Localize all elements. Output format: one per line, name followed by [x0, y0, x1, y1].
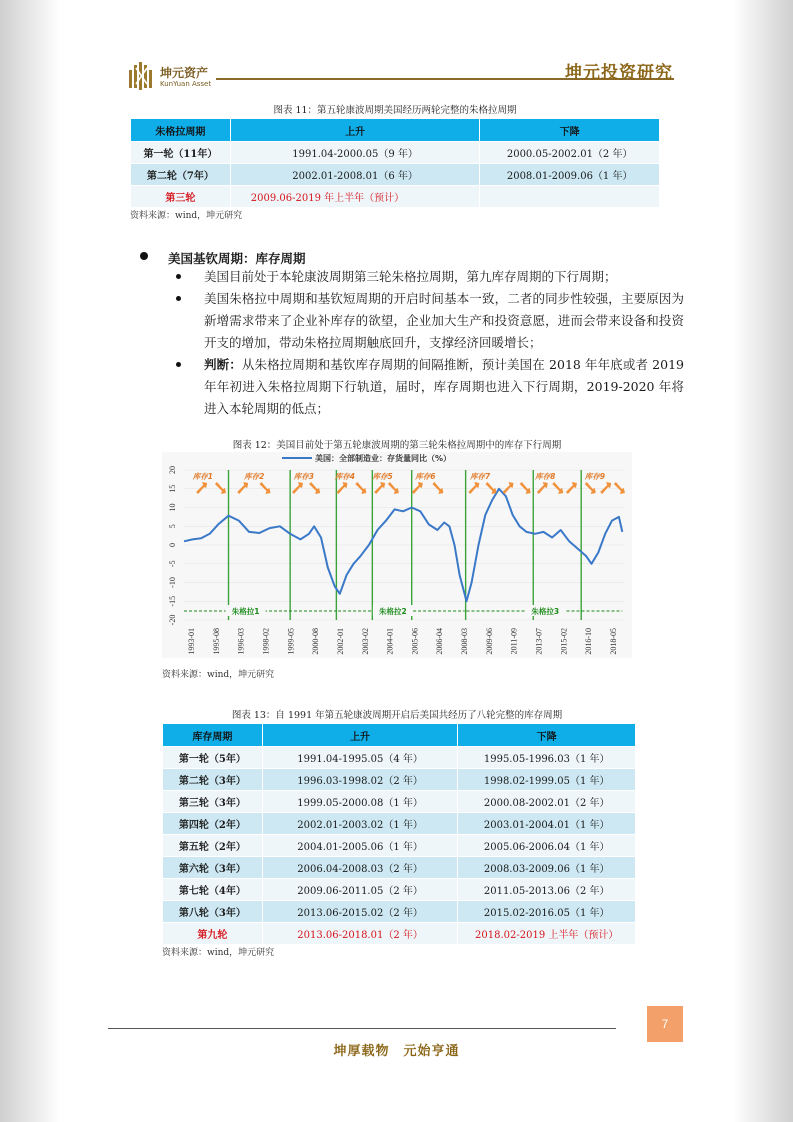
x-tick-label: 1996-03 — [236, 628, 246, 655]
juglar-cycle-label: 朱格拉3 — [531, 607, 560, 616]
y-tick-label: -5 — [168, 560, 177, 568]
y-tick-label: 5 — [168, 524, 177, 529]
x-tick-label: 2000-08 — [311, 628, 321, 655]
table11-source: 资料来源：wind，坤元研究 — [130, 211, 243, 221]
table-row — [163, 791, 636, 813]
table-cell: 2002.01-2003.02（1 年） — [262, 813, 458, 835]
table-cell: 2013.06-2015.02（2 年） — [262, 901, 458, 923]
inventory-cycle-label: 库存1 — [192, 472, 213, 481]
table-cell: 1991.04-2000.05（9 年） — [230, 142, 480, 164]
inventory-cycle-label: 库存3 — [293, 472, 314, 481]
table-cell: 2008.01-2009.06（1 年） — [480, 164, 660, 186]
table-cell: 第三轮（3年） — [163, 791, 263, 813]
inventory-yoy-chart — [162, 452, 632, 658]
legend-label: 美国：全部制造业：存货量同比（%） — [315, 454, 452, 463]
table-cell: 2004.01-2005.06（1 年） — [262, 835, 458, 857]
bullet-dot-icon — [176, 274, 181, 279]
juglar-cycle-label: 朱格拉2 — [379, 607, 407, 616]
bullet-text: 从朱格拉周期和基钦库存周期的间隔推断，预计美国在 2018 年年底或者 2019 年年初进入朱格拉周期下行轨道，届时，库存周期也进入下行周期，2019-2020 年将进入本轮周期的低点； — [204, 357, 684, 416]
x-tick-label: 2013-07 — [534, 628, 544, 655]
table-cell: 2002.01-2008.01（6 年） — [230, 164, 480, 186]
chart12-caption: 图表 12：美国目前处于第五轮康波周期的第三轮朱格拉周期中的库存下行周期 — [232, 440, 562, 451]
table-cell: 第一轮（5年） — [163, 747, 263, 769]
bullet-text-wrap — [204, 354, 684, 420]
table-cell: 2008.03-2009.06（1 年） — [458, 857, 636, 879]
table11-header-fall: 下降 — [480, 119, 660, 142]
inventory-cycle-label: 库存6 — [415, 472, 436, 481]
header-title: 坤元投资研究 — [565, 63, 673, 83]
table-row — [131, 164, 660, 186]
section-title: 美国基钦周期：库存周期 — [168, 251, 306, 266]
table-cell: 2013.06-2018.01（2 年） — [262, 923, 458, 945]
table-row — [163, 901, 636, 923]
kunyuan-logo-icon — [128, 62, 154, 90]
table13-header-cycle: 库存周期 — [163, 724, 263, 747]
x-tick-label: 2004-01 — [385, 628, 395, 655]
x-tick-label: 2003-02 — [360, 628, 370, 655]
x-tick-label: 2006-04 — [435, 628, 445, 655]
table-cell: 2009.06-2019 年上半年（预计） — [230, 186, 480, 208]
table-row — [163, 923, 636, 945]
inventory-cycle-label: 库存9 — [584, 472, 606, 481]
table13-caption: 图表 13：自 1991 年第五轮康波周期开启后美国共经历了八轮完整的库存周期 — [231, 710, 563, 721]
table-cell: 2003.01-2004.01（1 年） — [458, 813, 636, 835]
table-cell: 第八轮（3年） — [163, 901, 263, 923]
table-cell: 2009.06-2011.05（2 年） — [262, 879, 458, 901]
table-cell: 第三轮 — [131, 186, 231, 208]
table-cell: 第七轮（4年） — [163, 879, 263, 901]
inventory-cycle-label: 库存4 — [334, 472, 356, 481]
inventory-cycle-label: 库存2 — [244, 472, 265, 481]
page-number: 7 — [647, 1006, 683, 1042]
table13-source: 资料来源：wind，坤元研究 — [162, 948, 275, 958]
footer-rule — [108, 1028, 616, 1029]
bullet-text: 美国目前处于本轮康波周期第三轮朱格拉周期，第九库存周期的下行周期； — [204, 269, 617, 284]
x-tick-label: 1999-05 — [286, 628, 296, 655]
logo-subtext: KunYuan Asset — [160, 80, 212, 88]
y-tick-label: 20 — [168, 466, 177, 474]
x-tick-label: 2009-06 — [484, 628, 494, 655]
x-tick-label: 2018-05 — [609, 628, 618, 655]
table11-header-cycle: 朱格拉周期 — [131, 119, 231, 142]
table-cell: 第四轮（2年） — [163, 813, 263, 835]
table-cell: 第二轮（7年） — [131, 164, 231, 186]
table13-header-fall: 下降 — [458, 724, 636, 747]
x-tick-label: 2011-09 — [509, 628, 519, 655]
table11-caption: 图表 11：第五轮康波周期美国经历两轮完整的朱格拉周期 — [273, 105, 517, 116]
x-tick-label: 2002-01 — [335, 628, 345, 655]
logo-text: 坤元资产 — [160, 66, 209, 80]
table-cell: 1995.05-1996.03（1 年） — [458, 747, 636, 769]
table-row — [163, 835, 636, 857]
x-tick-label: 1993-01 — [187, 628, 196, 655]
x-tick-label: 1995-08 — [211, 628, 221, 655]
table-cell: 第一轮（11年） — [131, 142, 231, 164]
page-shadow-right — [733, 0, 793, 1122]
chart12-source: 资料来源：wind，坤元研究 — [162, 670, 275, 680]
table-row — [163, 813, 636, 835]
table-cell: 1996.03-1998.02（2 年） — [262, 769, 458, 791]
y-tick-label: -15 — [168, 595, 177, 607]
table-cell: 2018.02-2019 上半年（预计） — [458, 923, 636, 945]
page-shadow-left — [0, 0, 60, 1122]
table-cell: 2015.02-2016.05（1 年） — [458, 901, 636, 923]
y-tick-label: 15 — [168, 484, 177, 493]
table-cell: 第六轮（3年） — [163, 857, 263, 879]
bullet-dot-icon — [176, 362, 181, 367]
table-cell: 第九轮 — [163, 923, 263, 945]
table-row — [163, 747, 636, 769]
inventory-cycle-label: 库存8 — [535, 472, 556, 481]
table11-header-rise: 上升 — [230, 119, 480, 142]
inventory-cycle-label: 库存7 — [470, 472, 491, 481]
table-cell: 1991.04-1995.05（4 年） — [262, 747, 458, 769]
bullet-dot-icon — [176, 296, 181, 301]
inventory-cycle-label: 库存5 — [372, 472, 393, 481]
table-row — [163, 879, 636, 901]
y-tick-label: 10 — [168, 503, 177, 512]
x-tick-label: 2016-10 — [584, 628, 594, 655]
table-cell: 2000.08-2002.01（2 年） — [458, 791, 636, 813]
footer-slogan: 坤厚载物 元始亨通 — [333, 1044, 460, 1059]
table-cell: 2000.05-2002.01（2 年） — [480, 142, 660, 164]
x-tick-label: 2005-06 — [410, 628, 420, 655]
bullet-dot-icon — [140, 252, 148, 260]
table-row — [163, 857, 636, 879]
table-row — [131, 186, 660, 208]
x-tick-label: 2015-02 — [559, 628, 569, 655]
x-tick-label: 1998-02 — [261, 628, 271, 655]
y-tick-label: -20 — [168, 614, 177, 626]
table11 — [130, 118, 660, 208]
table-cell: 第二轮（3年） — [163, 769, 263, 791]
table-row — [131, 142, 660, 164]
table13 — [162, 723, 636, 945]
table-cell: 第五轮（2年） — [163, 835, 263, 857]
y-tick-label: -10 — [168, 577, 177, 588]
chart-background — [162, 452, 632, 658]
x-tick-label: 2008-03 — [460, 628, 470, 655]
table-cell: 2006.04-2008.03（2 年） — [262, 857, 458, 879]
table13-header-rise: 上升 — [262, 724, 458, 747]
table-cell: 1999.05-2000.08（1 年） — [262, 791, 458, 813]
table-cell: 1998.02-1999.05（1 年） — [458, 769, 636, 791]
table-row — [163, 769, 636, 791]
bullet-text: 美国朱格拉中周期和基钦短周期的开启时间基本一致，二者的同步性较强，主要原因为新增需求带来了企业补库存的欲望，企业加大生产和投资意愿，进而会带来设备和投资开支的增加，带动朱格拉周期触底回升，支撑经济回暖增长； — [204, 291, 684, 350]
table-cell — [480, 186, 660, 208]
table-cell: 2011.05-2013.06（2 年） — [458, 879, 636, 901]
table-cell: 2005.06-2006.04（1 年） — [458, 835, 636, 857]
bullet-bold-lead: 判断： — [204, 357, 242, 372]
juglar-cycle-label: 朱格拉1 — [231, 607, 260, 616]
y-tick-label: 0 — [168, 543, 177, 547]
